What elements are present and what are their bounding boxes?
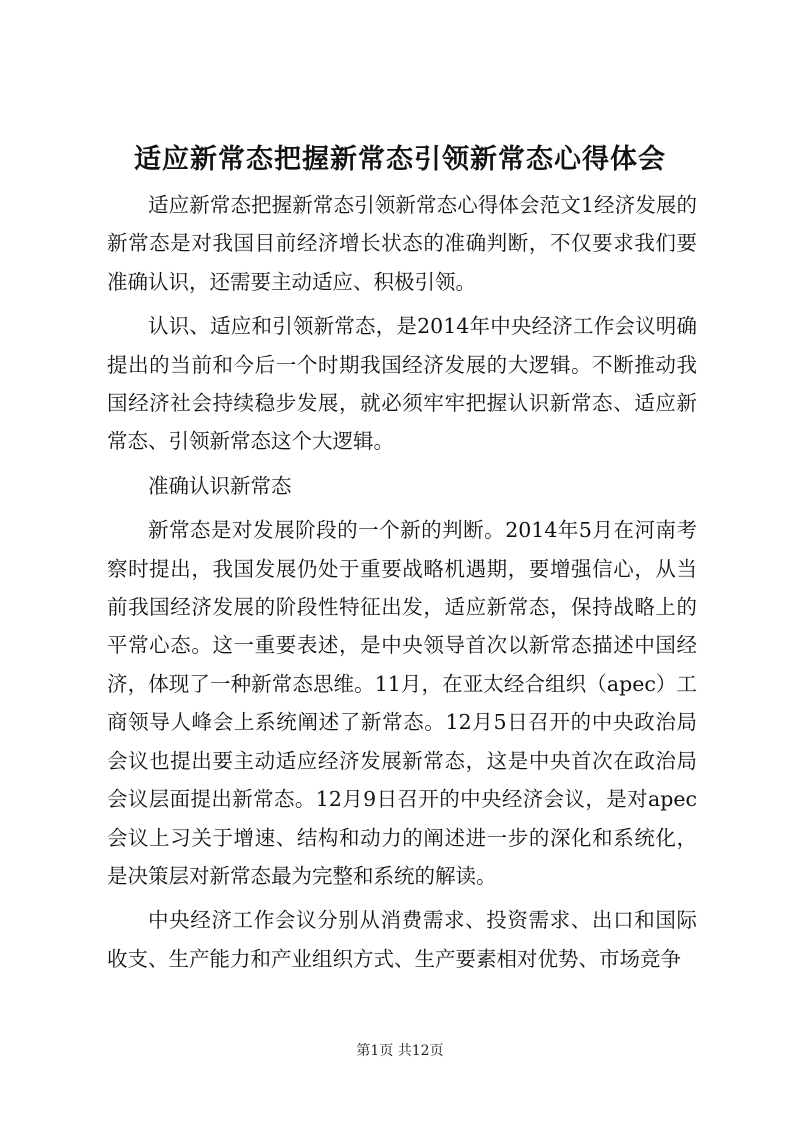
section-heading: 准确认识新常态 bbox=[148, 473, 292, 498]
document-body bbox=[107, 186, 697, 978]
paragraph: 认识、适应和引领新常态，是2014年中央经济工作会议明确提出的当前和今后一个时期我国经济发展的大逻辑。不断推动我国经济社会持续稳步发展，就必须牢牢把握认识新常态、适应新常态、引领新常态这个大逻辑。 bbox=[107, 314, 697, 454]
paragraph: 中央经济工作会议分别从消费需求、投资需求、出口和国际收支、生产能力和产业组织方式、生产要素相对优势、市场竞争 bbox=[107, 908, 697, 971]
document-title: 适应新常态把握新常态引领新常态心得体会 bbox=[134, 144, 666, 175]
page-footer: 第1页 共12页 bbox=[356, 1043, 444, 1059]
paragraph: 新常态是对发展阶段的一个新的判断。2014年5月在河南考察时提出，我国发展仍处于重要战略机遇期，要增强信心，从当前我国经济发展的阶段性特征出发，适应新常态，保持战略上的平常心态。这一重要表述，是中央领导首次以新常态描述中国经济，体现了一种新常态思维。11月，在亚太经合组织（apec）工商领导人峰会上系统阐述了新常态。12月5日召开的中央政治局会议也提出要主动适应经济发展新常态，这是中央首次在政治局会议层面提出新常态。12月9日召开的中央经济会议，是对apec会议上习关于增速、结构和动力的阐述进一步的深化和系统化，是决策层对新常态最为完整和系统的解读。 bbox=[107, 518, 697, 888]
paragraph: 适应新常态把握新常态引领新常态心得体会范文1经济发展的新常态是对我国目前经济增长状态的准确判断，不仅要求我们要准确认识，还需要主动适应、积极引领。 bbox=[107, 193, 697, 294]
